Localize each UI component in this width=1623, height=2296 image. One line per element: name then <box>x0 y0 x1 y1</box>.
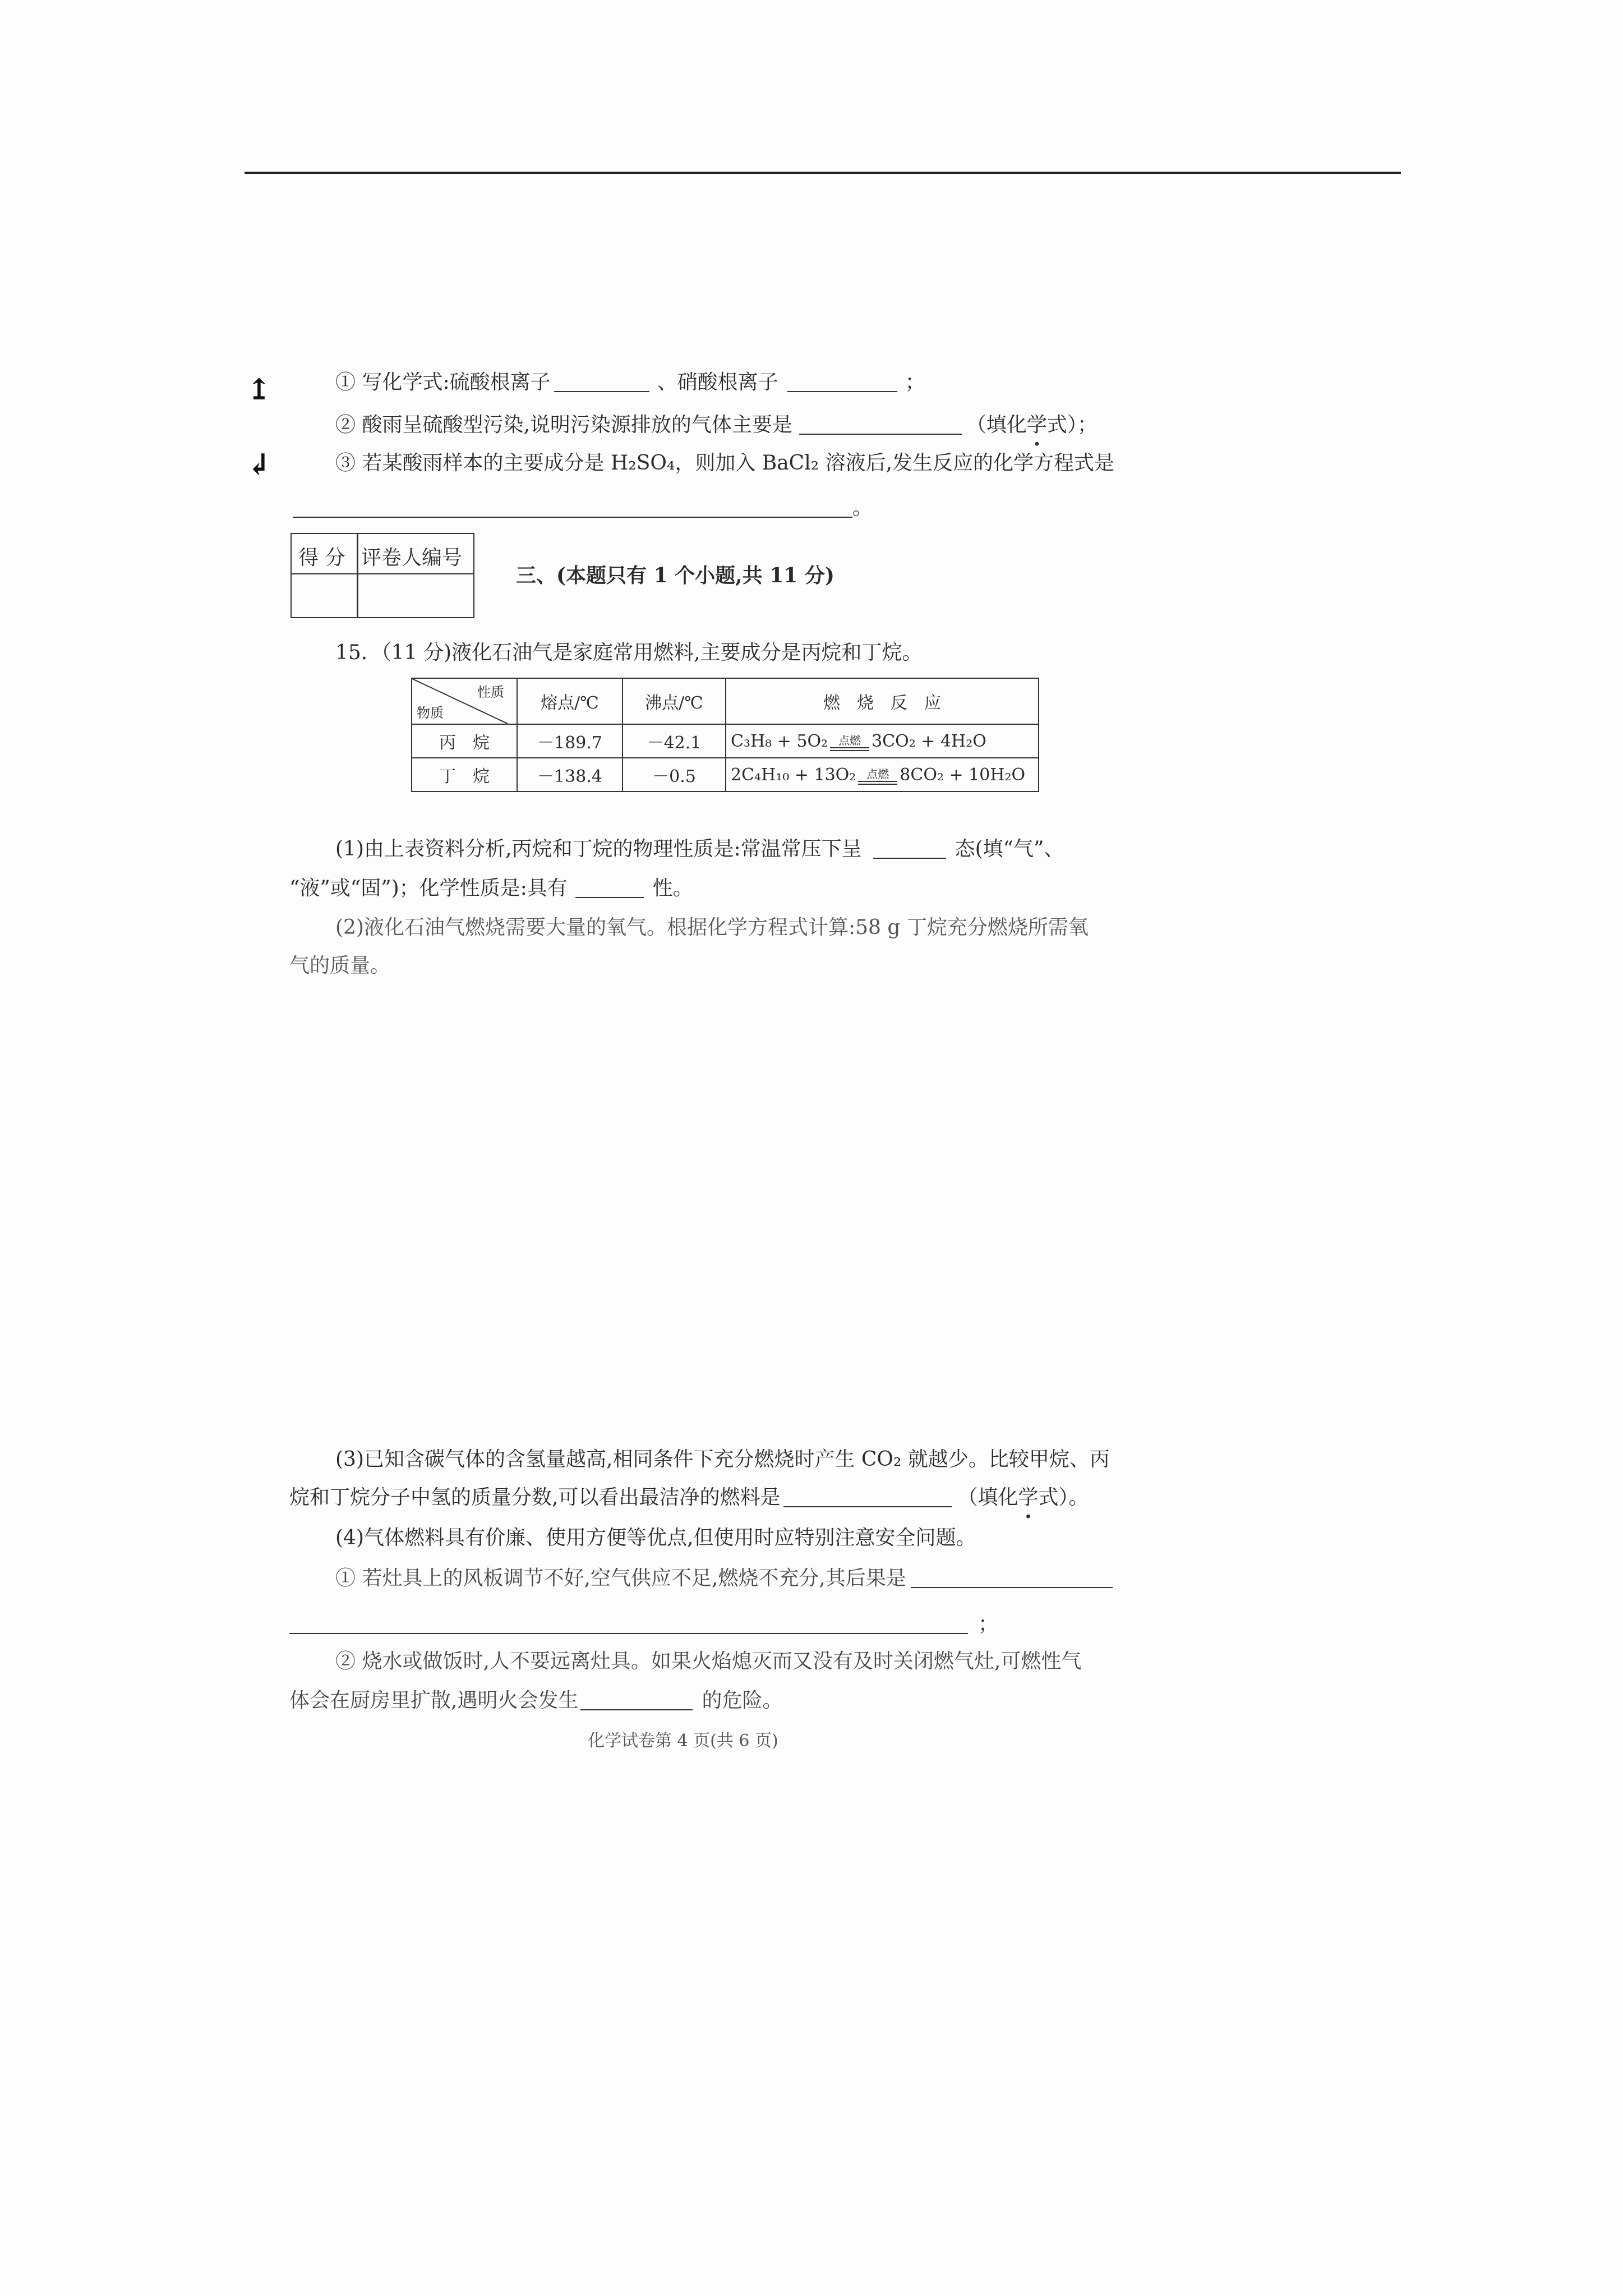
q15-part4-2-line2: 体会在厨房里扩散,遇明火会发生 的危险。 <box>289 1689 783 1712</box>
table-row: 丁 烷 －138.4 －0.5 2C₄H₁₀ + 13O₂ 点燃 8CO₂ + 10H₂O <box>412 758 1039 792</box>
top-rule <box>245 172 1401 174</box>
binding-mark: ↥ <box>247 372 271 407</box>
q15-part3-line1: (3)已知含碳气体的含氢量越高,相同条件下充分燃烧时产生 CO₂ 就越少。比较甲烷、丙 <box>335 1448 1110 1471</box>
table-corner: 性质 物质 <box>412 678 517 724</box>
q15-part4: (4)气体燃料具有价廉、使用方便等优点,但使用时应特别注意安全问题。 <box>335 1526 976 1549</box>
answer-blank[interactable] <box>787 391 897 392</box>
table-row: 丙 烷 －189.7 －42.1 C₃H₈ + 5O₂ 点燃 3CO₂ + 4H₂O <box>412 724 1039 758</box>
score-box <box>291 533 474 618</box>
q14-line-3: ③ 若某酸雨样本的主要成分是 H₂SO₄，则加入 BaCl₂ 溶液后,发生反应的化学方程式是 <box>335 452 1115 475</box>
q15-part4-1: ① 若灶具上的风板调节不好,空气供应不足,燃烧不充分,其后果是 <box>335 1568 1113 1589</box>
binding-mark: ↲ <box>247 448 271 482</box>
answer-blank[interactable] <box>799 434 962 435</box>
page-footer: 化学试卷第 4 页(共 6 页) <box>588 1731 778 1751</box>
answer-blank[interactable] <box>783 1506 952 1507</box>
properties-table <box>411 678 1039 792</box>
table-header: 燃 烧 反 应 <box>726 678 1039 724</box>
answer-blank[interactable] <box>873 858 946 859</box>
score-label: 得 分 <box>298 546 345 569</box>
q15-part1-line2: “液”或“固”)；化学性质是:具有 性。 <box>289 877 693 900</box>
answer-blank[interactable] <box>293 517 852 518</box>
q15-part2-line2: 气的质量。 <box>289 954 391 977</box>
q15-part4-2-line1: ② 烧水或做饭时,人不要远离灶具。如果火焰熄灭而又没有及时关闭燃气灶,可燃性气 <box>335 1650 1082 1673</box>
q15-part2-line1: (2)液化石油气燃烧需要大量的氧气。根据化学方程式计算:58 g 丁烷充分燃烧所需氧 <box>335 916 1089 939</box>
q15-part3-line2: 烷和丁烷分子中氢的质量分数,可以看出最洁净的燃料是 （填化学式）。 <box>289 1486 1089 1509</box>
q14-line-2: ② 酸雨呈硫酸型污染,说明污染源排放的气体主要是 （填化学式）； <box>335 413 1098 436</box>
answer-blank[interactable] <box>575 897 644 898</box>
answer-blank[interactable] <box>580 1709 693 1710</box>
equation: C₃H₈ + 5O₂ 点燃 3CO₂ + 4H₂O <box>726 724 1039 758</box>
table-header: 熔点/℃ <box>517 678 623 724</box>
q15-part1-line1: (1)由上表资料分析,丙烷和丁烷的物理性质是:常温常压下呈 态(填“气”、 <box>335 838 1064 861</box>
table-header: 沸点/℃ <box>623 678 726 724</box>
equation: 2C₄H₁₀ + 13O₂ 点燃 8CO₂ + 10H₂O <box>726 758 1039 792</box>
q15-intro: 15．（11 分)液化石油气是家庭常用燃料,主要成分是丙烷和丁烷。 <box>335 641 923 664</box>
q15-part4-1-cont: ； <box>289 1614 998 1635</box>
section-heading: 三、(本题只有 1 个小题,共 11 分) <box>516 564 834 587</box>
answer-blank[interactable] <box>289 1633 968 1634</box>
grader-label: 评卷人编号 <box>361 546 463 569</box>
answer-blank[interactable] <box>911 1587 1113 1588</box>
q14-line-4: 。 <box>293 498 873 518</box>
answer-blank[interactable] <box>554 391 649 392</box>
q14-line-1: ① 写化学式:硫酸根离子 、硝酸根离子 ； <box>335 371 925 394</box>
